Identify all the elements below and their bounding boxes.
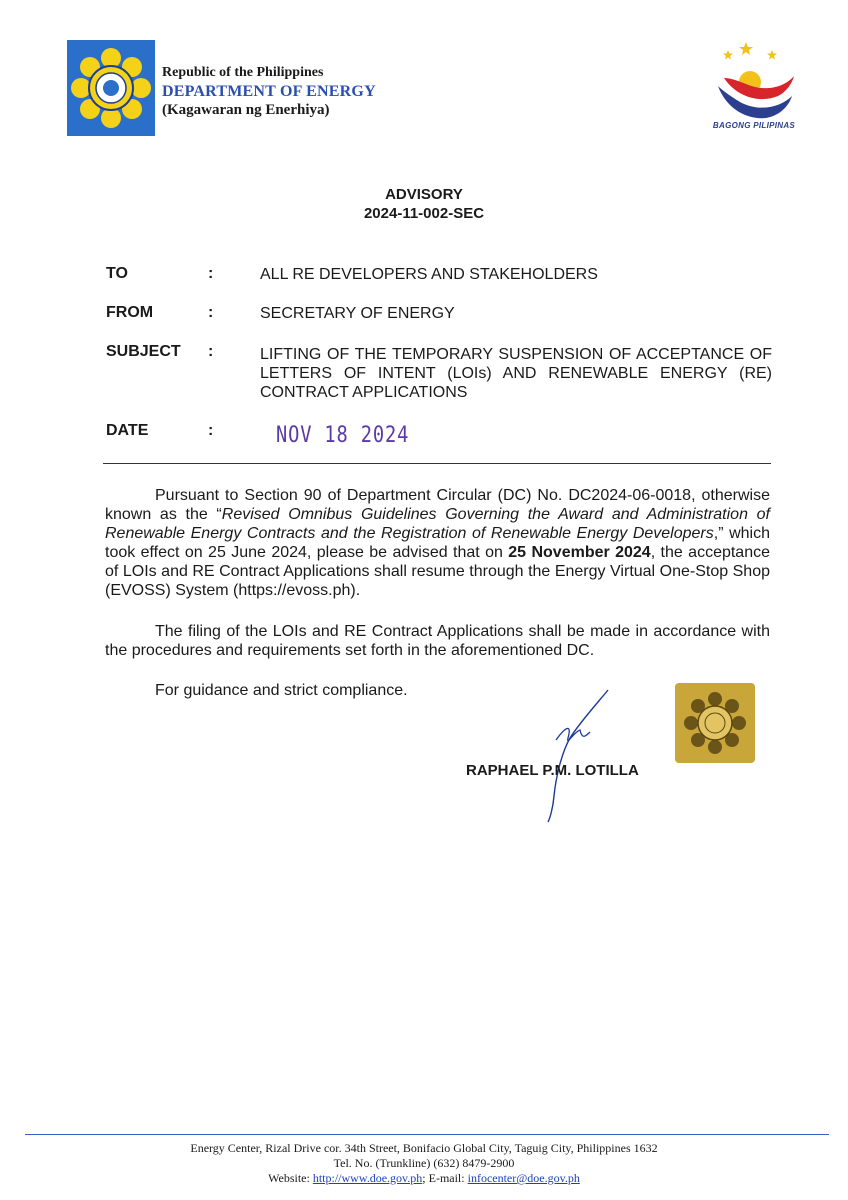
footer-address: Energy Center, Rizal Drive cor. 34th Street, Bonifacio Global City, Taguig City, Philippines 1632 bbox=[190, 1141, 658, 1155]
subject-value: LIFTING OF THE TEMPORARY SUSPENSION OF ACCEPTANCE OF LETTERS OF INTENT (LOIs) AND RENEWABLE ENERGY (RE) CONTRACT APPLICATIONS bbox=[260, 346, 772, 401]
to-colon: : bbox=[208, 265, 214, 282]
date-label: DATE bbox=[106, 422, 149, 439]
body-paragraph-2: The filing of the LOIs and RE Contract Applications shall be made in accordance with the procedures and requirements set forth in the aforementioned DC. bbox=[105, 623, 770, 659]
bagong-pilipinas-icon bbox=[706, 38, 802, 134]
department-name: DEPARTMENT OF ENERGY bbox=[162, 83, 376, 100]
agency-block bbox=[162, 63, 376, 120]
signature-icon bbox=[520, 686, 630, 824]
footer bbox=[0, 1141, 848, 1186]
subject-label: SUBJECT bbox=[106, 343, 181, 360]
footer-tel: Tel. No. (Trunkline) (632) 8479-2900 bbox=[333, 1156, 515, 1170]
advisory-number: 2024-11-002-SEC bbox=[363, 205, 485, 222]
date-stamp: NOV 18 2024 bbox=[276, 423, 410, 448]
subject-colon: : bbox=[208, 343, 214, 360]
department-local-name: (Kagawaran ng Enerhiya) bbox=[162, 102, 330, 118]
footer-divider bbox=[25, 1134, 829, 1135]
republic-text: Republic of the Philippines bbox=[162, 65, 324, 80]
from-label: FROM bbox=[106, 304, 154, 321]
website-link[interactable]: http://www.doe.gov.ph bbox=[312, 1171, 423, 1185]
doe-seal-icon bbox=[67, 40, 155, 136]
advisory-heading: ADVISORY bbox=[385, 186, 463, 203]
body-paragraph-3: For guidance and strict compliance. bbox=[155, 682, 408, 699]
bagong-pilipinas-text: BAGONG PILIPINAS bbox=[712, 121, 796, 130]
body-paragraph-1: Pursuant to Section 90 of Department Circular (DC) No. DC2024-06-0018, otherwise known as the “Revised Omnibus Guidelines Governing the Award and Administration of Renewable Energy Contracts and the Registration of Renewable Energy Developers,” which took effect on 25 June 2024, please be advised that on 25 November 2024, the acceptance of LOIs and RE Contract Applications shall resume through the Energy Virtual One-Stop Shop (EVOSS) System (https://evoss.ph). bbox=[105, 487, 771, 599]
header-divider bbox=[103, 463, 771, 464]
to-label: TO bbox=[106, 265, 128, 282]
dry-seal-icon bbox=[675, 683, 755, 763]
from-value: SECRETARY OF ENERGY bbox=[260, 305, 455, 322]
to-value: ALL RE DEVELOPERS AND STAKEHOLDERS bbox=[260, 266, 598, 283]
signatory-name: RAPHAEL P.M. LOTILLA bbox=[466, 762, 639, 779]
date-colon: : bbox=[208, 422, 214, 439]
email-link[interactable]: infocenter@doe.gov.ph bbox=[467, 1171, 580, 1185]
footer-contacts: Website: http://www.doe.gov.ph; E-mail: infocenter@doe.gov.ph bbox=[268, 1171, 580, 1185]
from-colon: : bbox=[208, 304, 214, 321]
